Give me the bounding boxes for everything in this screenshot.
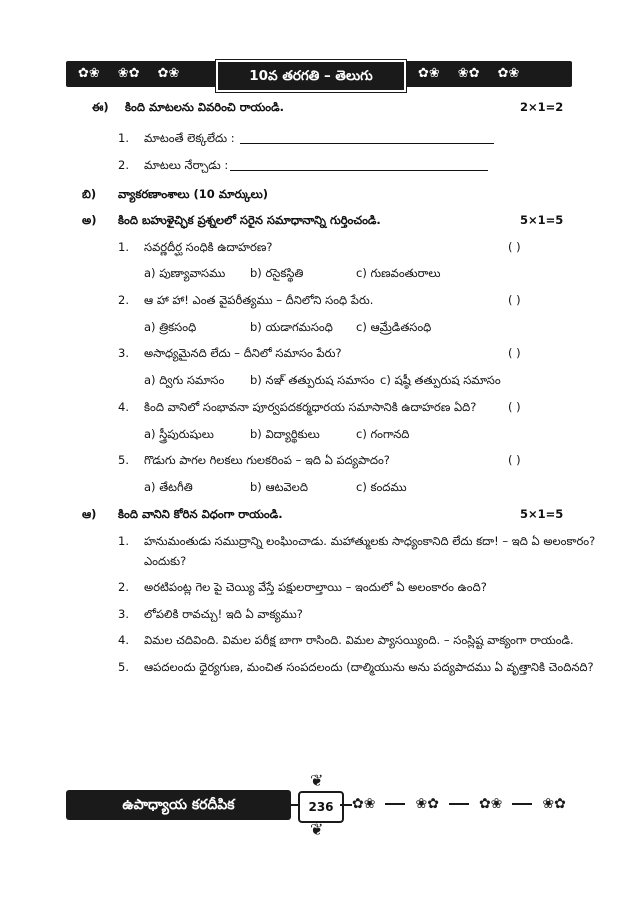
item-text: మాటలు నేర్చాడు :: [144, 158, 229, 172]
section-b-heading: వ్యాకరణాంశాలు (10 మార్కులు): [118, 187, 269, 201]
section-aa-label: ఆ): [82, 507, 97, 521]
option-c: c) గుణవంతురాలు: [356, 266, 441, 280]
flower-ornament-icon: ✿❀: [78, 66, 100, 81]
item-text: ఆపదలందు ధైర్యగుణ, మంచిత సంపదలందు (దాల్మియును అను పద్యపాదము ఏ వృత్తానికి చెందినది?: [144, 660, 594, 674]
flower-ornament-icon: ✿❀: [157, 66, 180, 81]
flower-ornament-icon: ✿❀: [418, 66, 440, 81]
answer-bracket: ( ): [508, 400, 521, 414]
option-a: a) ద్విగు సమాసం: [144, 373, 225, 387]
option-a: a) స్త్రీపురుషులు: [144, 427, 214, 441]
question-number: 3.: [118, 346, 129, 360]
option-a: a) పుణ్యావాసము: [144, 266, 226, 280]
item-text: మాటంతే లెక్కలేదు :: [144, 131, 235, 145]
option-c: c) షష్ఠీ తత్పురుష సమాసం: [380, 373, 501, 387]
option-a: a) తేటగీతి: [144, 480, 193, 494]
question-text: గొడుగు పాగల గిలకలు గులకరింప – ఇది ఏ పద్యపాదం?: [144, 453, 390, 467]
item-text: అరటిపంట్ల గెల పై చెయ్యి వేస్తే పక్షులరాల్తాయి – ఇందులో ఏ అలంకారం ఉంది?: [144, 580, 487, 594]
section-a-marks: 5×1=5: [520, 213, 564, 227]
answer-bracket: ( ): [508, 346, 521, 360]
flower-ornament-icon: ❀✿: [457, 66, 480, 81]
answer-bracket: ( ): [508, 293, 521, 307]
option-b: b) నఞ్ తత్పురుష సమాసం: [250, 373, 375, 387]
answer-bracket: ( ): [508, 240, 521, 254]
question-number: 2.: [118, 293, 129, 307]
option-c: c) గంగానది: [356, 427, 410, 441]
section-e-label: ఈ): [92, 100, 109, 114]
question-text: కింది వానిలో సంభావనా పూర్వపదకర్మధారయ సమాసానికి ఉదాహరణ ఏది?: [144, 400, 477, 414]
section-a-heading: కింది బహుళైచ్ఛిక ప్రశ్నలలో సరైన సమాధానాన్ని గుర్తించండి.: [118, 213, 381, 227]
question-text: సవర్ణదీర్ఘ సంధికి ఉదాహరణ?: [144, 240, 273, 254]
answer-bracket: ( ): [508, 453, 521, 467]
question-number: 5.: [118, 453, 129, 467]
option-b: b) రసైకస్థితి: [250, 266, 304, 280]
header-flowers-right: [418, 61, 519, 87]
flower-ornament-icon: ✿❀: [497, 66, 520, 81]
footer-rule: [385, 803, 405, 805]
answer-blank: [240, 143, 494, 144]
answer-blank: [230, 170, 488, 171]
section-a-label: అ): [82, 213, 97, 227]
page-number: 236: [298, 791, 344, 823]
flourish-ornament-icon: ❦: [310, 820, 324, 839]
flower-ornament-icon: ❀✿: [117, 66, 140, 81]
option-a: a) త్రికసంధి: [144, 320, 197, 334]
option-b: b) యడాగమసంధి: [250, 320, 333, 334]
footer-rule: [512, 803, 532, 805]
footer-rule: [449, 803, 469, 805]
flower-ornament-icon: ✿❀: [352, 796, 376, 812]
item-number: 5.: [118, 660, 129, 674]
item-number: 2.: [118, 580, 129, 594]
option-c: c) కందము: [356, 480, 407, 494]
option-b: b) విద్యార్థికులు: [250, 427, 320, 441]
section-e-marks: 2×1=2: [520, 100, 564, 114]
item-number: 4.: [118, 633, 129, 647]
question-number: 4.: [118, 400, 129, 414]
option-c: c) ఆమ్రేడితసంధి: [356, 320, 432, 334]
item-number: 1.: [118, 534, 129, 548]
flower-ornament-icon: ✿❀: [478, 796, 503, 812]
item-text: విమల చదివింది. విమల పరీక్ష బాగా రాసింది. విమల ప్యాసయ్యింది. – సంస్లిష్ట వాక్యంగా రాయండి.: [144, 633, 574, 647]
section-aa-marks: 5×1=5: [520, 507, 564, 521]
page-title: 10వ తరగతి – తెలుగు: [216, 60, 406, 92]
section-e-heading: కింది మాటలను వివరించి రాయండి.: [125, 100, 284, 114]
section-aa-heading: కింది వానిని కోరిన విధంగా రాయండి.: [118, 507, 283, 521]
item-number: 1.: [118, 131, 129, 145]
footer-divider-right: [340, 804, 352, 806]
question-text: ఆ హా హా! ఎంత వైపరీత్యము – దీనిలోని సంధి పేరు.: [144, 293, 374, 307]
item-text-continued: ఎందుకు?: [144, 554, 187, 568]
question-text: అసాధ్యమైనది లేదు – దీనిలో సమాసం పేరు?: [144, 346, 342, 360]
item-number: 2.: [118, 158, 129, 172]
flourish-ornament-icon: ❦: [310, 771, 324, 790]
question-number: 1.: [118, 240, 129, 254]
footer-flowers: [352, 794, 574, 814]
footer-label: ఉపాధ్యాయ కరదీపిక: [66, 790, 291, 820]
header-flowers-left: [78, 61, 179, 87]
item-text: హనుమంతుడు సముద్రాన్ని లంఘించాడు. మహాత్ములకు సాధ్యంకానిది లేదు కదా! – ఇది ఏ అలంకారం?: [144, 534, 596, 548]
flower-ornament-icon: ❀✿: [415, 796, 439, 812]
item-number: 3.: [118, 607, 129, 621]
section-b-label: బి): [82, 187, 97, 201]
flower-ornament-icon: ❀✿: [542, 796, 566, 812]
item-text: లోపలికి రావచ్చు! ఇది ఏ వాక్యము?: [144, 607, 303, 621]
option-b: b) ఆటవెలది: [250, 480, 308, 494]
